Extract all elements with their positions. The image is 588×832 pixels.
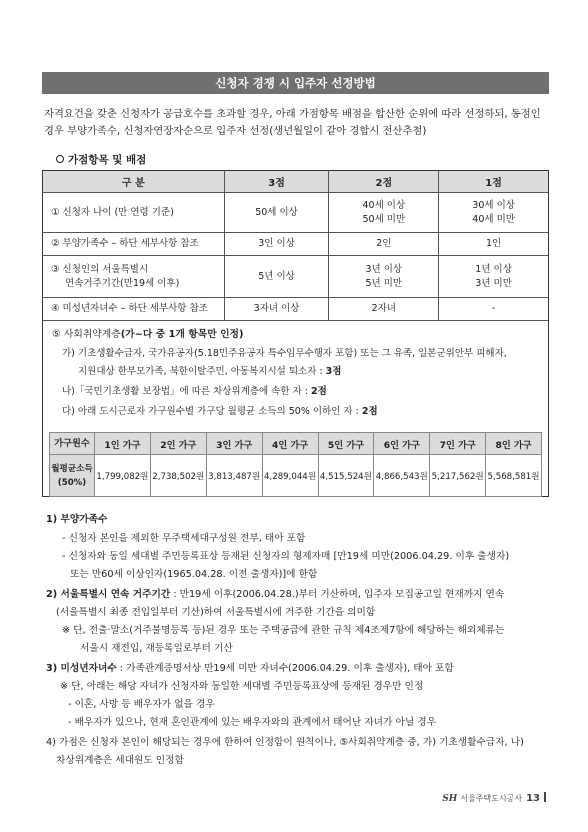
note-3-line3: - 이혼, 사망 등 배우자가 없을 경우 [68, 699, 215, 710]
cell-3pt: 50세 이상 [224, 193, 329, 233]
score-table-header [43, 171, 549, 193]
income-header-row [50, 433, 542, 455]
income-cell: 4,515,524원 [318, 455, 374, 497]
row-label: ① 신청자 나이 (만 연령 기준) [43, 193, 225, 233]
row-label: ③ 신청인의 서울특별시 연속거주기간(만19세 이후) [43, 256, 225, 298]
income-cell: 4,866,543원 [374, 455, 430, 497]
social-title: ⑤ 사회취약계층(가~다 중 1개 항목만 인정) [52, 329, 244, 340]
intro-line-1: 자격요건을 갖춘 신청자가 공급호수를 초과할 경우, 아래 가점항목 배점을 합산한 순위에 따라 선정하되, 동점인 [44, 108, 541, 120]
note-1-title: 1) 부양가족수 [46, 514, 108, 525]
note-1-c: 또는 만60세 이상인자(1965.04.28. 이전 출생자)]에 한함 [70, 569, 318, 580]
cell-1pt: - [439, 298, 549, 321]
table-row [43, 233, 549, 256]
social-item-da: 다) 아래 도시근로자 가구원수별 가구당 월평균 소득의 50% 이하인 자 : 2점 [62, 406, 378, 417]
income-cell: 3,813,487원 [206, 455, 262, 497]
footer-bar-icon [544, 792, 546, 802]
income-value-row [50, 455, 542, 497]
income-cell: 1,799,082원 [95, 455, 151, 497]
cell-3pt: 5년 이상 [224, 256, 329, 298]
table-row [43, 193, 549, 233]
note-4-line1: 4) 가점은 신청자 본인이 해당되는 경우에 한하여 인정함이 원칙이나, ⑤사회취약계층 중, 가) 기초생활수급자, 나) [46, 737, 524, 748]
income-table [49, 432, 542, 497]
household-cell: 4인 가구 [262, 433, 318, 455]
note-3-line4: - 배우자가 있으나, 현재 혼인관계에 있는 배우자와의 관계에서 태어난 자녀가 아닐 경우 [68, 717, 436, 728]
note-1-a: - 신청자 본인을 제외한 무주택세대구성원 전부, 태아 포함 [62, 533, 306, 544]
cell-3pt: 3자녀 이상 [224, 298, 329, 321]
cell-3pt: 3인 이상 [224, 233, 329, 256]
income-cell: 5,568,581원 [486, 455, 542, 497]
note-3-line1: 3) 미성년자녀수 : 가족관계증명서상 만19세 미만 자녀수(2006.04.29. 이후 출생자), 태아 포함 [46, 663, 454, 674]
cell-2pt: 2자녀 [329, 298, 439, 321]
header-2pt: 2점 [329, 171, 439, 193]
household-cell: 2인 가구 [150, 433, 206, 455]
note-2-line1: 2) 서울특별시 연속 거주기간 : 만19세 이후(2006.04.28.)부터 기산하며, 입주자 모집공고일 현재까지 연속 [46, 589, 505, 600]
household-cell: 3인 가구 [206, 433, 262, 455]
monthly-income-header: 월평균소득 (50%) [50, 455, 95, 497]
household-cell: 5인 가구 [318, 433, 374, 455]
social-item-ga-line1: 가) 기초생활수급자, 국가유공자(5.18민주유공자 특수임무수행자 포함) 또는 그 유족, 일본군위안부 피해자, [62, 348, 507, 359]
page-footer [442, 792, 546, 804]
household-cell: 1인 가구 [95, 433, 151, 455]
cell-2pt: 40세 이상 50세 미만 [329, 193, 439, 233]
cell-1pt: 30세 이상 40세 미만 [439, 193, 549, 233]
row-label: ④ 미성년자녀수 – 하단 세부사항 참조 [43, 298, 225, 321]
header-3pt: 3점 [224, 171, 329, 193]
income-cell: 2,738,502원 [150, 455, 206, 497]
intro-line-2: 경우 부양가족수, 신청자연장자순으로 입주자 선정(생년월일이 같아 경합시 전산추첨) [44, 125, 427, 137]
cell-1pt: 1년 이상 3년 미만 [439, 256, 549, 298]
note-3-line2: ※ 단, 아래는 해당 자녀가 신청자와 동일한 세대별 주민등록표상에 등재된 경우만 인정 [60, 681, 424, 692]
sh-logo-icon: SH [442, 794, 458, 804]
household-cell: 6인 가구 [374, 433, 430, 455]
note-1-b: - 신청자와 동일 세대별 주민등록표상 등재된 신청자의 형제자매 [만19세 미만(2006.04.29. 이후 출생자) [62, 551, 510, 562]
household-cell: 7인 가구 [430, 433, 486, 455]
section-heading [56, 152, 146, 167]
cell-2pt: 2인 [329, 233, 439, 256]
circle-bullet-icon [56, 155, 64, 163]
page-number: 13 [526, 793, 540, 804]
footer-org: 서울주택도시공사 [460, 794, 523, 803]
household-cell: 8인 가구 [486, 433, 542, 455]
social-item-na: 나)「국민기초생활 보장법」에 따른 차상위계층에 속한 자 : 2점 [62, 386, 327, 397]
score-table [42, 170, 549, 321]
note-2-line4: 서울시 재전입, 재등록일로부터 기산 [80, 643, 233, 654]
page-title: 신청자 경쟁 시 입주자 선정방법 [42, 72, 549, 94]
row-label: ② 부양가족수 – 하단 세부사항 참조 [43, 233, 225, 256]
note-4-line2: 차상위계층은 세대원도 인정함 [56, 755, 184, 766]
household-size-header: 가구원수 [50, 433, 95, 455]
income-cell: 5,217,562원 [430, 455, 486, 497]
income-cell: 4,289,044원 [262, 455, 318, 497]
note-2-line2: (서울특별시 최종 전입일부터 기산)하여 서울특별시에 거주한 기간을 의미함 [56, 607, 376, 618]
intro-paragraph [44, 106, 550, 140]
table-row [43, 298, 549, 321]
table-row [43, 256, 549, 298]
cell-2pt: 3년 이상 5년 미만 [329, 256, 439, 298]
header-1pt: 1점 [439, 171, 549, 193]
social-item-ga-line2: 지원대상 한부모가족, 북한이탈주민, 아동복지시설 퇴소자 : 3점 [78, 366, 342, 377]
header-category: 구 분 [43, 171, 225, 193]
note-2-line3: ※ 단, 전출·말소(거주불명등록 등)된 경우 또는 주택공급에 관한 규칙 제4조제7항에 해당하는 해외체류는 [62, 625, 505, 636]
section-heading-text: 가점항목 및 배점 [68, 154, 147, 166]
cell-1pt: 1인 [439, 233, 549, 256]
